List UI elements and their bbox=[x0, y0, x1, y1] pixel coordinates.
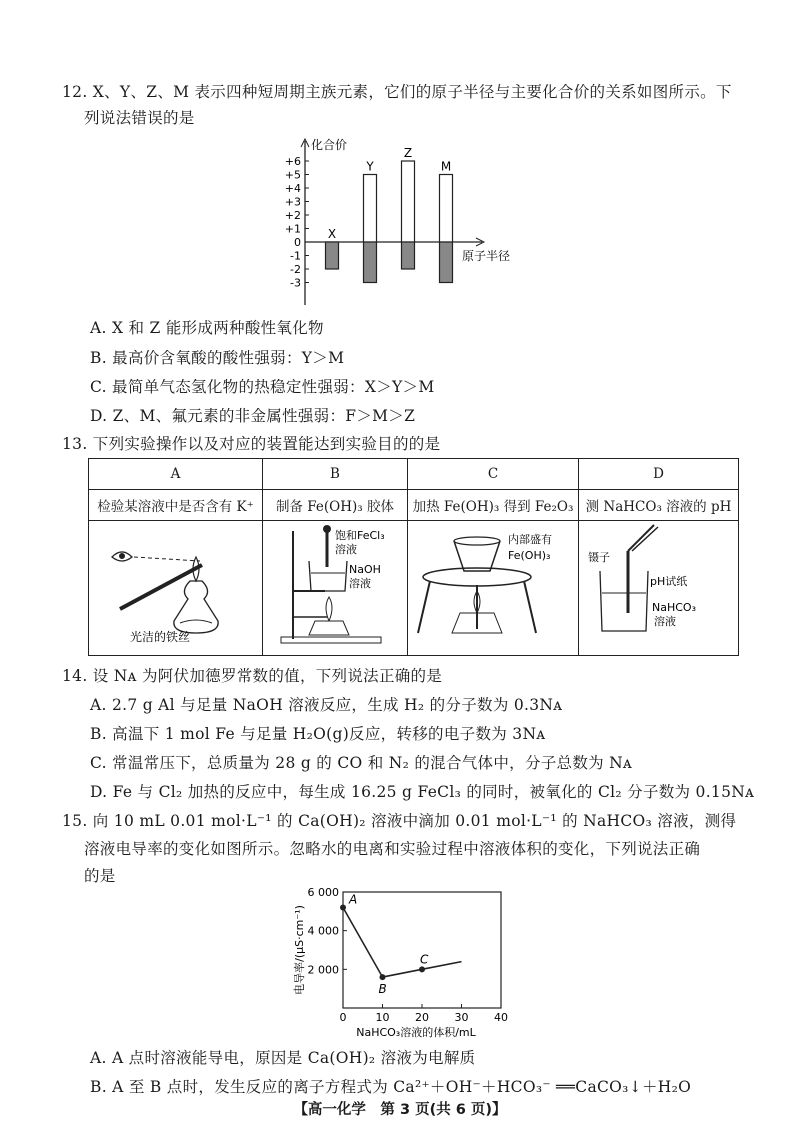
x-tick-label: 30 bbox=[454, 1011, 469, 1024]
alcohol-lamp bbox=[173, 581, 217, 633]
label-b3: NaOH bbox=[349, 563, 381, 576]
y-tick-label: +6 bbox=[284, 155, 301, 168]
y-tick-label: +3 bbox=[284, 195, 301, 209]
bar-label: X bbox=[327, 227, 337, 241]
y-tick-label: +2 bbox=[284, 209, 301, 222]
purpose-a: 检验某溶液中是否含有 K⁺ bbox=[89, 490, 263, 521]
iron-wire bbox=[120, 565, 202, 609]
q14-option-b: B. 高温下 1 mol Fe 与足量 H₂O(g)反应，转移的电子数为 3Nᴀ bbox=[90, 725, 546, 743]
header-a: A bbox=[89, 459, 263, 490]
bar-negative bbox=[326, 242, 339, 269]
bar-positive bbox=[364, 175, 377, 243]
y-tick-label: -2 bbox=[290, 263, 301, 276]
bar-negative bbox=[402, 242, 415, 269]
point-label: A bbox=[349, 892, 358, 907]
y-tick-label: +1 bbox=[284, 222, 301, 236]
y-tick-label: +5 bbox=[284, 168, 301, 182]
purpose-c: 加热 Fe(OH)₃ 得到 Fe₂O₃ bbox=[408, 490, 579, 521]
bar-label: M bbox=[440, 159, 452, 174]
q15-option-a: A. A 点时溶液能导电，原因是 Ca(OH)₂ 溶液为电解质 bbox=[90, 1049, 476, 1067]
x-tick-label: 0 bbox=[339, 1011, 347, 1024]
q14-stem: 14. 设 Nᴀ 为阿伏加德罗常数的值，下列说法正确的是 bbox=[62, 667, 443, 685]
label-d2: pH试纸 bbox=[649, 575, 687, 588]
x-axis-label: NaHCO₃溶液的体积/mL bbox=[356, 1026, 476, 1039]
experiment-table bbox=[88, 458, 739, 656]
label-c2: Fe(OH)₃ bbox=[508, 549, 551, 562]
purpose-d: 测 NaHCO₃ 溶液的 pH bbox=[579, 490, 739, 521]
colloid-apparatus bbox=[263, 521, 407, 651]
y-tick-label: -3 bbox=[290, 276, 301, 290]
data-point bbox=[380, 974, 386, 980]
q14-option-d: D. Fe 与 Cl₂ 加热的反应中，每生成 16.25 g FeCl₃ 的同时，被氧化的 Cl₂ 分子数为 0.15Nᴀ bbox=[90, 783, 755, 801]
q12-option-a: A. X 和 Z 能形成两种酸性氧化物 bbox=[90, 319, 324, 337]
data-point bbox=[419, 966, 425, 972]
bar-label: Z bbox=[403, 146, 413, 160]
apparatus-d bbox=[579, 521, 739, 656]
apparatus-b bbox=[263, 521, 408, 656]
y-tick-label: -1 bbox=[290, 249, 301, 263]
label-d3: NaHCO₃ bbox=[651, 601, 696, 614]
label-a: 光洁的铁丝 bbox=[129, 630, 190, 644]
x-axis-label: 原子半径 bbox=[462, 249, 511, 263]
y-axis-label: 化合价 bbox=[311, 138, 348, 152]
valence-chart bbox=[270, 135, 530, 305]
y-tick-label: +4 bbox=[284, 182, 301, 195]
y-tick-label: 6 000 bbox=[307, 886, 339, 899]
point-label: B bbox=[378, 982, 387, 997]
header-d: D bbox=[579, 459, 739, 490]
bar-positive bbox=[402, 161, 415, 242]
header-b: B bbox=[263, 459, 408, 490]
label-b1: 饱和FeCl₃ bbox=[335, 529, 385, 542]
q12-option-d: D. Z、M、氟元素的非金属性强弱：F＞M＞Z bbox=[90, 407, 416, 425]
data-point bbox=[340, 904, 346, 910]
y-tick-label: 0 bbox=[294, 236, 301, 249]
label-b2: 溶液 bbox=[335, 543, 357, 556]
point-label: C bbox=[420, 952, 429, 967]
header-c: C bbox=[408, 459, 579, 490]
x-tick-label: 20 bbox=[415, 1011, 429, 1024]
flame-test-apparatus bbox=[90, 521, 262, 651]
bar-positive bbox=[440, 175, 453, 243]
q15-stem-line2: 溶液电导率的变化如图所示。忽略水的电离和实验过程中溶液体积的变化，下列说法正确 bbox=[84, 840, 701, 858]
purpose-b: 制备 Fe(OH)₃ 胶体 bbox=[263, 490, 408, 521]
label-b4: 溶液 bbox=[349, 577, 371, 590]
label-c1: 内部盛有 bbox=[508, 533, 552, 546]
page-footer: 【高一化学 第 3 页(共 6 页)】 bbox=[293, 1102, 507, 1118]
conductivity-line bbox=[343, 907, 462, 977]
bar-label: Y bbox=[366, 159, 374, 174]
q15-stem-line1: 15. 向 10 mL 0.01 mol·L⁻¹ 的 Ca(OH)₂ 溶液中滴加 0.01 mol·L⁻¹ 的 NaHCO₃ 溶液，测得 bbox=[62, 812, 737, 830]
label-d4: 溶液 bbox=[653, 615, 676, 628]
apparatus-c bbox=[408, 521, 579, 656]
bar-negative bbox=[440, 242, 453, 283]
label-d1: 镊子 bbox=[587, 551, 610, 564]
apparatus-a bbox=[89, 521, 263, 656]
bar-negative bbox=[364, 242, 377, 283]
crucible-apparatus bbox=[408, 521, 578, 651]
q15-option-b: B. A 至 B 点时，发生反应的离子方程式为 Ca²⁺＋OH⁻＋HCO₃⁻ ══CaCO₃↓＋H₂O bbox=[90, 1078, 692, 1096]
q12-option-b: B. 最高价含氧酸的酸性强弱：Y＞M bbox=[90, 349, 345, 367]
q13-stem: 13. 下列实验操作以及对应的装置能达到实验目的的是 bbox=[62, 435, 441, 453]
x-tick-label: 10 bbox=[375, 1011, 390, 1024]
q14-option-c: C. 常温常压下，总质量为 28 g 的 CO 和 N₂ 的混合气体中，分子总数为 Nᴀ bbox=[90, 754, 633, 772]
y-tick-label: 2 000 bbox=[307, 963, 339, 977]
q12-option-c: C. 最简单气态氢化物的热稳定性强弱：X＞Y＞M bbox=[90, 378, 435, 396]
ph-apparatus bbox=[580, 521, 738, 651]
q12-stem-line1: 12. X、Y、Z、M 表示四种短周期主族元素，它们的原子半径与主要化合价的关系如图所示。下 bbox=[62, 83, 732, 101]
q12-stem-line2: 列说法错误的是 bbox=[84, 109, 195, 127]
y-axis-label: 电导率/(μS·cm⁻¹) bbox=[293, 905, 306, 995]
q15-stem-line3: 的是 bbox=[84, 867, 116, 885]
conductivity-chart bbox=[285, 880, 525, 1040]
y-tick-label: 4 000 bbox=[307, 924, 339, 938]
x-tick-label: 40 bbox=[494, 1011, 508, 1024]
q14-option-a: A. 2.7 g Al 与足量 NaOH 溶液反应，生成 H₂ 的分子数为 0.3Nᴀ bbox=[90, 696, 563, 714]
